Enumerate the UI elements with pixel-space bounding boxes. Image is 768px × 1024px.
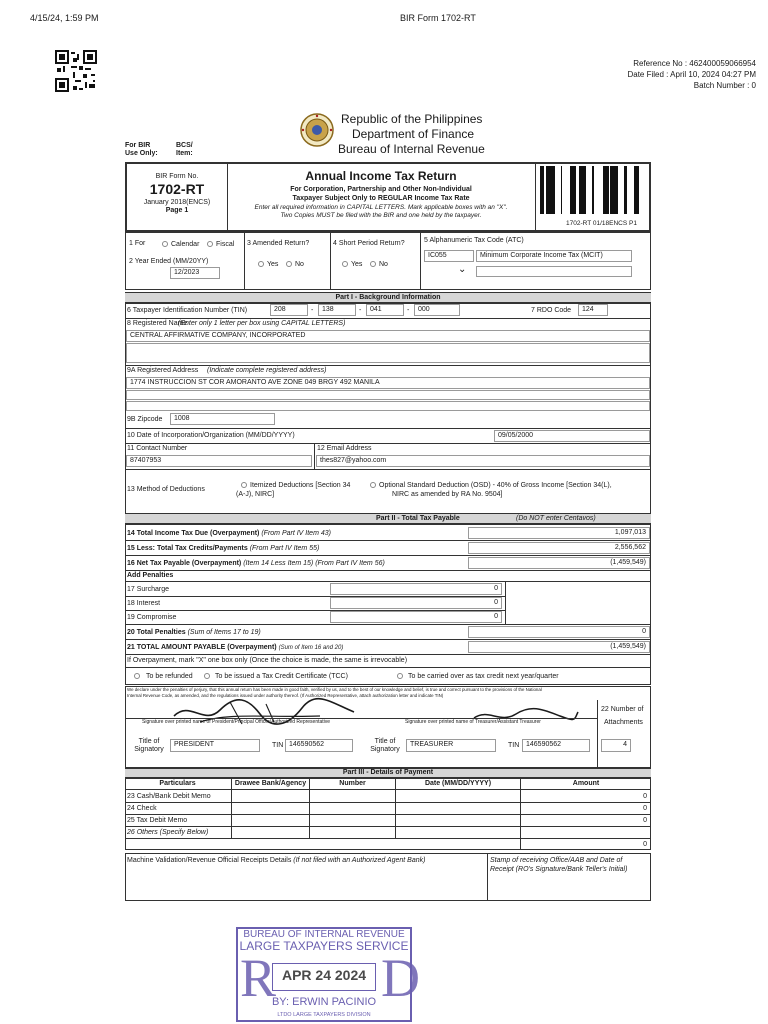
tin-left-label: TIN — [272, 742, 284, 749]
received-stamp — [236, 927, 420, 1024]
add-penalties-label: Add Penalties — [127, 572, 174, 579]
agency-bureau: Bureau of Internal Revenue — [338, 142, 485, 156]
signature-right-caption: Signature over printed name of Treasurer/Assistant Treasurer — [405, 719, 541, 725]
carry-over-option-label: To be carried over as tax credit next year/quarter — [408, 673, 559, 680]
part2-note: (Do NOT enter Centavos) — [516, 515, 596, 522]
title-signatory-left-1: Title of — [138, 738, 160, 745]
item1-label: 1 For — [129, 240, 146, 247]
declaration-text-2: Internal Revenue Code, as amended, and the regulations issued under authority thereof. (If Authorized Representative, attach authorization letter and indicate TIN) — [127, 693, 444, 698]
address-label: 9A Registered Address — [127, 367, 199, 374]
stamp-footer: LTDO LARGE TAXPAYERS DIVISION — [277, 1012, 371, 1018]
item21-ref: (Sum of Item 16 and 20) — [278, 645, 344, 651]
barcode-code: 1702-RT 01/18ENCS P1 — [566, 220, 637, 227]
item14-ref: (From Part IV Item 43) — [261, 530, 331, 537]
item18-value[interactable]: 0 — [330, 597, 502, 609]
short-period-no-label: No — [379, 261, 388, 268]
row26-amount[interactable]: 0 — [643, 841, 647, 848]
registered-name-hint: (Enter only 1 letter per box using CAPITAL LETTERS) — [178, 320, 346, 327]
row25-amount[interactable]: 0 — [643, 817, 647, 824]
row24-amount[interactable]: 0 — [643, 805, 647, 812]
registered-name-field[interactable]: CENTRAL AFFIRMATIVE COMPANY, INCORPORATED — [126, 330, 650, 342]
stamp-line-1: BUREAU OF INTERNAL REVENUE — [243, 929, 405, 940]
contact-number-field[interactable]: 87407953 — [126, 455, 312, 467]
item14-label — [127, 530, 331, 538]
rdo-field[interactable]: 124 — [578, 304, 608, 316]
email-field[interactable]: thes827@yahoo.com — [316, 455, 650, 467]
item16-title: 16 Net Tax Payable (Overpayment) — [127, 560, 242, 567]
row25-label: 25 Tax Debit Memo — [127, 817, 188, 824]
itemized-label-1: Itemized Deductions [Section 34 — [250, 482, 351, 489]
osd-radio[interactable] — [370, 482, 376, 488]
bcs-label: BCS/ — [176, 142, 193, 149]
tin-dash-2: - — [359, 307, 362, 314]
short-period-yes-radio[interactable] — [342, 261, 348, 267]
tin-label: 6 Taxpayer Identification Number (TIN) — [127, 307, 248, 314]
tin-part-3[interactable]: 041 — [366, 304, 404, 316]
osd-label-1: Optional Standard Deduction (OSD) - 40% of Gross Income [Section 34(L), — [379, 482, 612, 489]
stamp-caption-2: Receipt (RO's Signature/Bank Teller's Initial) — [490, 866, 628, 873]
form-subtitle-2: Taxpayer Subject Only to REGULAR Income Tax Rate — [292, 195, 470, 202]
stamp-line-2: LARGE TAXPAYERS SERVICE — [239, 939, 409, 953]
form-title: Annual Income Tax Return — [305, 169, 457, 183]
item2-label: 2 Year Ended (MM/20YY) — [129, 258, 209, 265]
item19-value[interactable]: 0 — [330, 611, 502, 623]
col-drawee-bank: Drawee Bank/Agency — [234, 780, 307, 787]
item14-value[interactable]: 1,097,013 — [468, 527, 650, 539]
tin-part-1[interactable]: 208 — [270, 304, 308, 316]
atc-code-field[interactable]: IC055 — [424, 250, 474, 262]
row23-amount[interactable]: 0 — [643, 793, 647, 800]
title-signatory-left-2: Signatory — [134, 746, 164, 753]
title-right-field[interactable]: TREASURER — [406, 739, 496, 752]
item20-label — [127, 629, 261, 637]
form-instruction-1: Enter all required information in CAPITAL LETTERS. Mark applicable boxes with an "X". — [254, 204, 508, 211]
declaration-text-1: We declare under the penalties of perjury, that this annual return has been made in good faith, verified by us, and to the best of our knowledge and belief, is true and correct pursuant to the provisions of the National — [127, 687, 542, 692]
item21-value[interactable]: (1,459,549) — [468, 641, 650, 653]
row23-label: 23 Cash/Bank Debit Memo — [127, 793, 211, 800]
item20-title: 20 Total Penalties — [127, 629, 186, 636]
zipcode-field[interactable]: 1008 — [170, 413, 275, 425]
validation-title: Machine Validation/Revenue Official Receipts Details — [127, 857, 292, 864]
signature-left-caption: Signature over printed name of President/Principal Officer/Authorized Representative — [142, 719, 331, 725]
amended-yes-radio[interactable] — [258, 261, 264, 267]
amended-no-label: No — [295, 261, 304, 268]
year-ended-field[interactable]: 12/2023 — [170, 267, 220, 279]
reference-number: Reference No : 462400059066954 — [633, 59, 756, 68]
row26-label: 26 Others (Specify Below) — [127, 829, 209, 836]
stamp-received-by: BY: ERWIN PACINIO — [271, 996, 377, 1008]
overpayment-note: If Overpayment, mark "X" one box only (Once the choice is made, the same is irrevocable) — [127, 657, 408, 664]
validation-label — [127, 857, 425, 865]
contact-number-label: 11 Contact Number — [127, 445, 188, 452]
item20-ref: (Sum of Items 17 to 19) — [187, 629, 261, 636]
atc-blank-field[interactable] — [476, 266, 632, 277]
part1-title: Part I - Background Information — [335, 294, 441, 301]
title-signatory-right-1: Title of — [374, 738, 396, 745]
tin-dash-1: - — [311, 307, 314, 314]
deduction-method-label: 13 Method of Deductions — [127, 486, 205, 493]
calendar-radio[interactable] — [162, 241, 168, 247]
title-signatory-right-2: Signatory — [370, 746, 400, 753]
item16-value[interactable]: (1,459,549) — [468, 557, 650, 569]
calendar-label: Calendar — [171, 241, 200, 248]
tin-left-field[interactable]: 146590562 — [285, 739, 353, 752]
title-left-field[interactable]: PRESIDENT — [170, 739, 260, 752]
form-no-label: BIR Form No. — [155, 173, 199, 180]
col-amount: Amount — [572, 780, 600, 787]
col-particulars: Particulars — [159, 780, 196, 787]
item19-label: 19 Compromise — [127, 614, 177, 621]
part3-title: Part III - Details of Payment — [342, 769, 434, 776]
item21-label — [127, 644, 343, 652]
amended-no-radio[interactable] — [286, 261, 292, 267]
item5-label: 5 Alphanumeric Tax Code (ATC) — [424, 237, 524, 244]
item-label: Item: — [176, 150, 193, 157]
agency-department: Department of Finance — [352, 127, 475, 141]
tin-part-2[interactable]: 138 — [318, 304, 356, 316]
item15-value[interactable]: 2,556,562 — [468, 542, 650, 554]
print-title: BIR Form 1702-RT — [400, 13, 476, 23]
stamp-letter-d-icon: D — [381, 948, 420, 1008]
print-timestamp: 4/15/24, 1:59 PM — [30, 13, 99, 23]
item15-label — [127, 545, 319, 553]
form-instruction-2: Two Copies MUST be filed with the BIR and one held by the taxpayer. — [280, 212, 482, 219]
tin-part-4[interactable]: 000 — [414, 304, 460, 316]
barcode-icon — [540, 166, 640, 214]
osd-label-2: NIRC as amended by RA No. 9504] — [392, 491, 503, 498]
batch-number: Batch Number : 0 — [693, 81, 756, 90]
agency-republic: Republic of the Philippines — [341, 112, 483, 126]
tin-right-field[interactable]: 146590562 — [522, 739, 590, 752]
fiscal-radio[interactable] — [207, 241, 213, 247]
validation-note: (If not filed with an Authorized Agent Bank) — [293, 857, 426, 864]
email-label: 12 Email Address — [317, 445, 372, 452]
address-field[interactable]: 1774 INSTRUCCION ST COR AMORANTO AVE ZONE 049 BRGY 492 MANILA — [126, 377, 650, 389]
for-bir-label: For BIR — [125, 142, 151, 149]
col-number: Number — [339, 780, 366, 787]
address-line-2[interactable] — [126, 390, 650, 400]
tcc-option-radio[interactable] — [204, 673, 210, 679]
item15-title: 15 Less: Total Tax Credits/Payments — [127, 545, 248, 552]
attachments-label-1: 22 Number of — [601, 706, 644, 713]
itemized-radio[interactable] — [241, 482, 247, 488]
tcc-option-label: To be issued a Tax Credit Certificate (TCC) — [215, 673, 348, 680]
item3-label: 3 Amended Return? — [247, 240, 310, 247]
item16-ref: (Item 14 Less Item 15) (From Part IV Item 56) — [243, 560, 385, 567]
use-only-label: Use Only: — [125, 150, 158, 157]
itemized-label-2: (A-J), NIRC] — [236, 491, 275, 498]
fiscal-label: Fiscal — [216, 241, 235, 248]
item20-value[interactable]: 0 — [468, 626, 650, 638]
carry-over-option-radio[interactable] — [397, 673, 403, 679]
item17-value[interactable]: 0 — [330, 583, 502, 595]
refund-option-radio[interactable] — [134, 673, 140, 679]
item14-title: 14 Total Income Tax Due (Overpayment) — [127, 530, 260, 537]
date-filed: Date Filed : April 10, 2024 04:27 PM — [627, 70, 756, 79]
part2-title: Part II - Total Tax Payable — [376, 515, 460, 522]
item17-label: 17 Surcharge — [127, 586, 170, 593]
short-period-yes-label: Yes — [351, 261, 363, 268]
form-number: 1702-RT — [149, 181, 205, 197]
form-subtitle-1: For Corporation, Partnership and Other Non-Individual — [290, 186, 472, 193]
registered-name-label: 8 Registered Name — [127, 320, 188, 327]
stamp-caption-1: Stamp of receiving Office/AAB and Date of — [490, 857, 623, 864]
bir-seal-icon — [300, 113, 334, 147]
zipcode-label: 9B Zipcode — [127, 416, 163, 423]
form-page: Page 1 — [165, 207, 189, 214]
col-date: Date (MM/DD/YYYY) — [424, 780, 492, 787]
refund-option-label: To be refunded — [146, 673, 193, 680]
short-period-no-radio[interactable] — [370, 261, 376, 267]
item4-label: 4 Short Period Return? — [333, 240, 405, 247]
tin-right-label: TIN — [508, 742, 520, 749]
tin-dash-3: - — [407, 307, 410, 314]
row24-label: 24 Check — [127, 805, 157, 812]
address-hint: (Indicate complete registered address) — [207, 367, 327, 374]
stamp-date: APR 24 2024 — [281, 967, 367, 983]
item16-label — [127, 560, 385, 568]
rdo-label: 7 RDO Code — [531, 307, 572, 314]
incorporation-date-label: 10 Date of Incorporation/Organization (MM/DD/YYYY) — [127, 432, 295, 439]
chevron-down-icon[interactable]: ⌄ — [458, 264, 467, 275]
item15-ref: (From Part IV Item 55) — [249, 545, 320, 552]
stamp-letter-r-icon: R — [240, 948, 277, 1008]
attachments-field[interactable]: 4 — [601, 739, 631, 752]
item18-label: 18 Interest — [127, 600, 161, 607]
attachments-label-2: Attachments — [604, 719, 643, 726]
item21-title: 21 TOTAL AMOUNT PAYABLE (Overpayment) — [127, 644, 277, 651]
atc-description-field[interactable]: Minimum Corporate Income Tax (MCIT) — [476, 250, 632, 262]
registered-name-extra[interactable] — [126, 343, 650, 363]
incorporation-date-field[interactable]: 09/05/2000 — [494, 430, 650, 442]
amended-yes-label: Yes — [267, 261, 279, 268]
address-line-3[interactable] — [126, 401, 650, 411]
qr-code-icon — [55, 50, 97, 92]
form-version: January 2018(ENCS) — [143, 199, 211, 206]
